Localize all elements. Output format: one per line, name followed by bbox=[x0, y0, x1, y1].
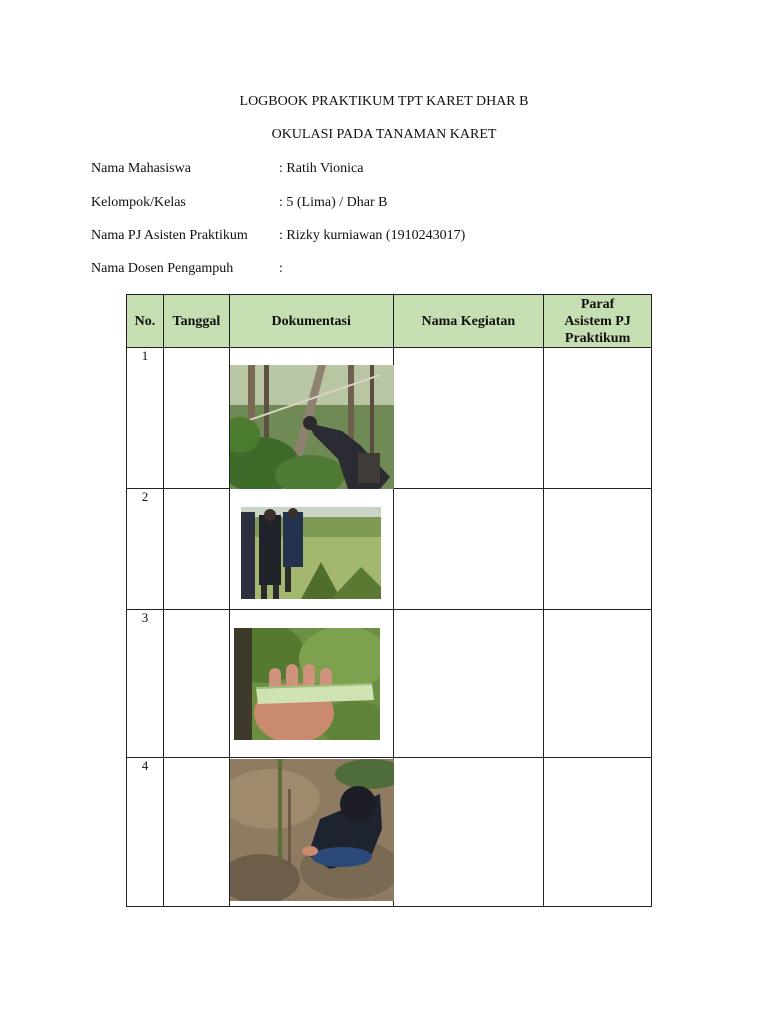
assistant-value: : Rizky kurniawan (1910243017) bbox=[279, 228, 466, 243]
row-date bbox=[163, 489, 229, 610]
header-signature-line2: Asistem PJ bbox=[564, 313, 631, 329]
table-header-row bbox=[127, 295, 652, 348]
table-row bbox=[127, 348, 652, 489]
row-signature bbox=[544, 489, 652, 610]
row-signature bbox=[544, 758, 652, 907]
row-number: 2 bbox=[127, 489, 164, 610]
header-no: No. bbox=[127, 295, 164, 348]
row-activity bbox=[393, 489, 544, 610]
row-activity bbox=[393, 758, 544, 907]
group-value: : 5 (Lima) / Dhar B bbox=[279, 195, 388, 210]
row-number: 4 bbox=[127, 758, 164, 907]
row-date bbox=[163, 348, 229, 489]
header-date: Tanggal bbox=[163, 295, 229, 348]
table-row bbox=[127, 489, 652, 610]
photo-forest-tree bbox=[230, 365, 394, 489]
row-signature bbox=[544, 610, 652, 758]
student-value: : Ratih Vionica bbox=[279, 161, 364, 176]
assistant-label: Nama PJ Asisten Praktikum bbox=[91, 228, 248, 243]
row-number: 1 bbox=[127, 348, 164, 489]
photo-bud-strip bbox=[234, 628, 380, 740]
logbook-table bbox=[126, 294, 652, 907]
row-number: 3 bbox=[127, 610, 164, 758]
header-documentation: Dokumentasi bbox=[229, 295, 393, 348]
table-row bbox=[127, 758, 652, 907]
row-date bbox=[163, 610, 229, 758]
row-photo-cell bbox=[229, 610, 393, 758]
header-activity: Nama Kegiatan bbox=[393, 295, 544, 348]
header-signature-line3: Praktikum bbox=[564, 330, 631, 346]
row-activity bbox=[393, 610, 544, 758]
document-title: LOGBOOK PRAKTIKUM TPT KARET DHAR B bbox=[239, 94, 529, 109]
row-signature bbox=[544, 348, 652, 489]
lecturer-value: : bbox=[279, 261, 283, 276]
row-photo-cell bbox=[229, 489, 393, 610]
row-photo-cell bbox=[229, 348, 393, 489]
row-photo-cell bbox=[229, 758, 393, 907]
header-signature-line1: Paraf bbox=[580, 296, 615, 312]
row-activity bbox=[393, 348, 544, 489]
lecturer-label: Nama Dosen Pengampuh bbox=[91, 261, 234, 276]
photo-field-group bbox=[241, 507, 381, 599]
student-label: Nama Mahasiswa bbox=[91, 161, 191, 176]
row-date bbox=[163, 758, 229, 907]
table-row bbox=[127, 610, 652, 758]
header-signature bbox=[544, 295, 652, 348]
photo-grafting-seedling bbox=[230, 759, 394, 901]
document-subtitle: OKULASI PADA TANAMAN KARET bbox=[271, 127, 497, 142]
group-label: Kelompok/Kelas bbox=[91, 195, 186, 210]
